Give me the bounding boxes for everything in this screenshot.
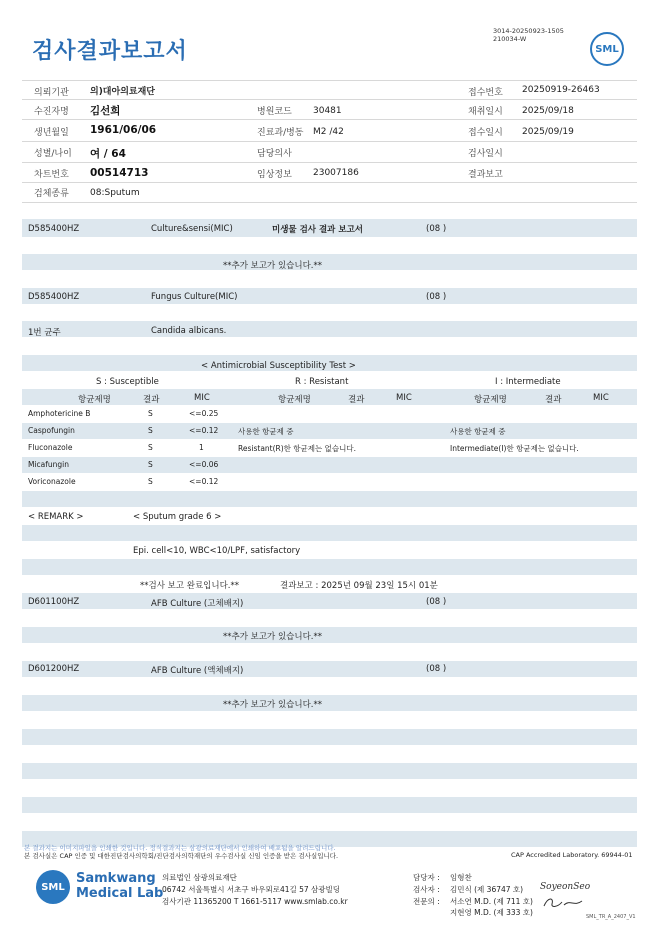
drug-name: Amphotericine B xyxy=(28,409,91,418)
i-note-1: 사용한 항균제 중 xyxy=(450,427,506,436)
patient-label: 수진자명 xyxy=(34,107,69,117)
tester-label: 검사자 : xyxy=(413,885,440,894)
receipt-no-value: 20250919-26463 xyxy=(522,85,600,95)
collect-date-value: 2025/09/18 xyxy=(522,106,574,116)
clinical-label: 임상정보 xyxy=(257,170,292,180)
specialist-1: 서소연 M.D. (제 711 호) xyxy=(450,897,533,906)
page-title: 검사결과보고서 xyxy=(32,39,188,64)
remark-label: < REMARK > xyxy=(28,512,84,522)
row4-num: (08 ) xyxy=(426,664,447,674)
brand-name: Samkwang Medical Lab xyxy=(76,871,164,901)
drug-result: S xyxy=(148,460,153,469)
specimen-label: 검체종류 xyxy=(34,189,69,199)
org-contact: 검사기관 11365200 T 1661-5117 www.smlab.co.kr xyxy=(162,897,348,906)
specialist-label: 전문의 : xyxy=(413,897,440,906)
drug-mic: <=0.06 xyxy=(189,460,219,469)
drug-result: S xyxy=(148,477,153,486)
row1-num: (08 ) xyxy=(426,224,447,234)
row2-test: Fungus Culture(MIC) xyxy=(151,292,238,302)
row1-title: 미생물 검사 결과 보고서 xyxy=(272,225,363,235)
manager-name: 임형찬 xyxy=(450,873,472,882)
birth-value: 1961/06/06 xyxy=(90,124,157,136)
cap-notice: 본 검사실은 CAP 인증 및 대한진단검사의학회/진단검사의학재단의 우수검사실 신임 인증을 받은 검사실입니다. xyxy=(24,852,339,860)
drug-mic: <=0.25 xyxy=(189,409,219,418)
drug-name: Fluconazole xyxy=(28,443,73,452)
col-result-s: 결과 xyxy=(143,395,160,405)
col-drug-i: 항균제명 xyxy=(474,395,507,405)
remark-detail: Epi. cell<10, WBC<10/LPF, satisfactory xyxy=(133,546,301,556)
org-name: 의료법인 삼광의료재단 xyxy=(162,873,237,882)
row2-code: D585400HZ xyxy=(28,292,80,302)
row4-code: D601200HZ xyxy=(28,664,80,674)
client-value: 의)대아의료재단 xyxy=(90,87,155,97)
row3-code: D601100HZ xyxy=(28,597,80,607)
col-result-r: 결과 xyxy=(348,395,365,405)
cap-accredited: CAP Accredited Laboratory. 69944-01 xyxy=(511,851,633,859)
drug-name: Voriconazole xyxy=(28,477,76,486)
specialist-2: 지현영 M.D. (제 333 호) xyxy=(450,908,533,917)
more-report-3: **추가 보고가 있습니다.** xyxy=(223,700,323,710)
footer-sml-logo: SML xyxy=(36,870,70,904)
print-notice: 본 결과지는 이미지파일을 인쇄한 것입니다. 정식결과지는 삼광의료재단에서 인쇄하여 배포됨을 알려드립니다. xyxy=(24,844,336,852)
isolate-value: Candida albicans. xyxy=(151,326,227,336)
manager-label: 담당자 : xyxy=(413,873,440,882)
col-drug-r: 항균제명 xyxy=(278,395,311,405)
drug-result: S xyxy=(148,443,153,452)
chart-no-label: 차트번호 xyxy=(34,170,69,180)
collect-date-label: 채취일시 xyxy=(468,107,503,117)
receipt-no-label: 접수번호 xyxy=(468,88,503,98)
row3-test: AFB Culture (고체배지) xyxy=(151,599,244,609)
legend-i: I : Intermediate xyxy=(495,377,561,387)
legend-s: S : Susceptible xyxy=(96,377,159,387)
sml-logo: SML xyxy=(590,32,624,66)
clinical-value: 23007186 xyxy=(313,168,359,178)
drug-name: Micafungin xyxy=(28,460,70,469)
col-mic-r: MIC xyxy=(396,393,412,403)
row1-code: D585400HZ xyxy=(28,224,80,234)
signature-seo: SoyeonSeo xyxy=(540,882,591,892)
client-label: 의뢰기관 xyxy=(34,88,69,98)
sex-age-value: 여 / 64 xyxy=(90,148,126,160)
chart-no-value: 00514713 xyxy=(90,167,149,179)
remark-value: < Sputum grade 6 > xyxy=(133,512,222,522)
receipt-date-value: 2025/09/19 xyxy=(522,127,574,137)
drug-name: Caspofungin xyxy=(28,426,75,435)
receipt-date-label: 접수일시 xyxy=(468,128,503,138)
dept-label: 진료과/병동 xyxy=(257,128,304,138)
drug-mic: <=0.12 xyxy=(189,426,219,435)
isolate-label: 1번 균주 xyxy=(28,328,61,338)
more-report-1: **추가 보고가 있습니다.** xyxy=(223,261,323,271)
r-note-2: Resistant(R)한 항균제는 없습니다. xyxy=(238,444,357,453)
test-date-label: 검사일시 xyxy=(468,149,503,159)
drug-mic: 1 xyxy=(199,443,204,452)
row4-test: AFB Culture (액체배지) xyxy=(151,666,244,676)
patient-value: 김선희 xyxy=(90,105,121,117)
row1-test: Culture&sensi(MIC) xyxy=(151,224,233,234)
legend-r: R : Resistant xyxy=(295,377,349,387)
result-report-time: 결과보고 : 2025년 09월 23일 15시 01분 xyxy=(280,581,438,591)
birth-label: 생년월일 xyxy=(34,128,69,138)
col-mic-i: MIC xyxy=(593,393,609,403)
document-id: 3014-20250923-1505 210034-W xyxy=(493,27,564,43)
row3-num: (08 ) xyxy=(426,597,447,607)
drug-mic: <=0.12 xyxy=(189,477,219,486)
tester-name: 김민식 (제 36747 호) xyxy=(450,885,524,894)
complete-text: **검사 보고 완료입니다.** xyxy=(140,581,240,591)
report-label: 결과보고 xyxy=(468,170,503,180)
drug-result: S xyxy=(148,409,153,418)
r-note-1: 사용한 항균제 중 xyxy=(238,427,294,436)
doctor-label: 담당의사 xyxy=(257,149,292,159)
org-address: 06742 서울특별시 서초구 바우뫼로41길 57 삼광빌딩 xyxy=(162,885,341,894)
drug-result: S xyxy=(148,426,153,435)
i-note-2: Intermediate(I)한 항균제는 없습니다. xyxy=(450,444,579,453)
col-result-i: 결과 xyxy=(545,395,562,405)
ward-code-label: 병원코드 xyxy=(257,107,292,117)
col-mic-s: MIC xyxy=(194,393,210,403)
signature-ji xyxy=(540,895,590,911)
row2-num: (08 ) xyxy=(426,292,447,302)
specimen-value: 08:Sputum xyxy=(90,188,140,198)
col-drug-s: 항균제명 xyxy=(78,395,111,405)
ward-code-value: 30481 xyxy=(313,106,342,116)
more-report-2: **추가 보고가 있습니다.** xyxy=(223,632,323,642)
form-code: SML_TR_A_2407_V1 xyxy=(586,914,636,920)
dept-value: M2 /42 xyxy=(313,127,344,137)
sex-age-label: 성별/나이 xyxy=(34,149,72,159)
ast-title: < Antimicrobial Susceptibility Test > xyxy=(201,361,356,371)
